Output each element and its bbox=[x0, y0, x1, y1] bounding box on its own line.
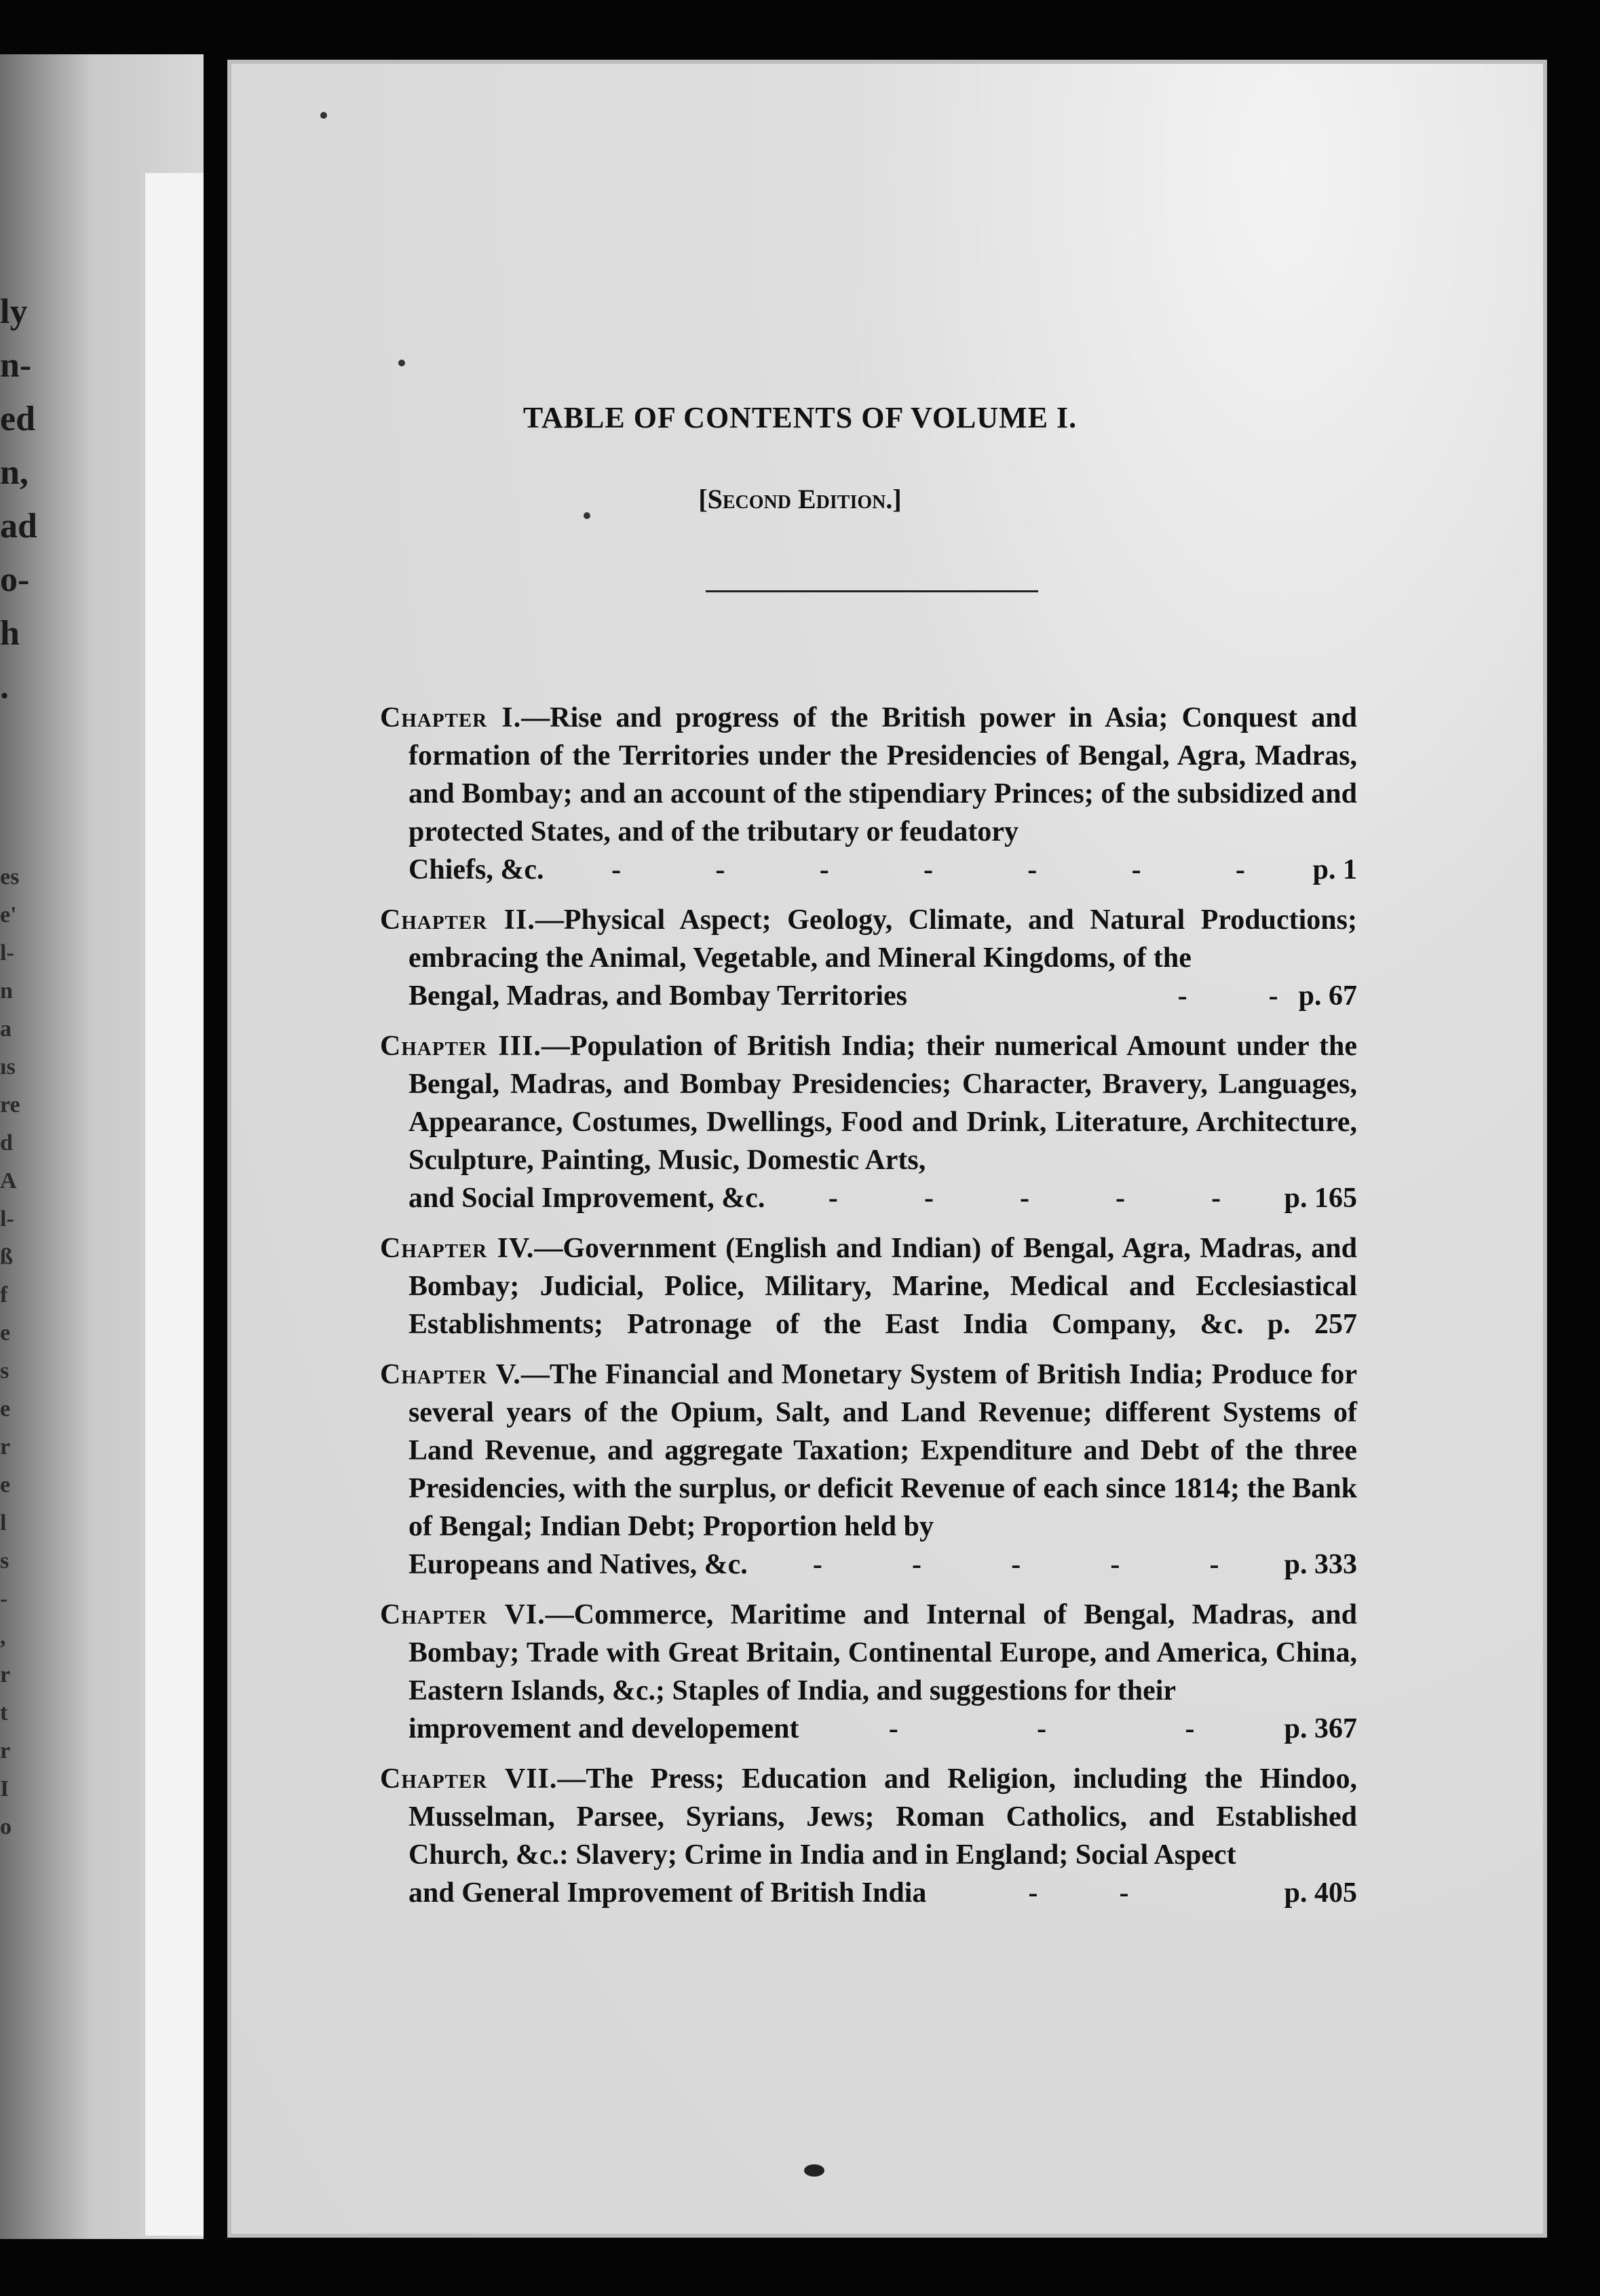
chapter-description: —The Financial and Monetary System of British India; Produce for several years of the Opium, Salt, and Land Revenue; different Systems of Land Revenue, and aggregate Taxation; Expenditure and Debt of the three Presidencies, with the surplus, or deficit Revenue of each since 1814; the Bank of Bengal; Indian Debt; Proportion held by bbox=[408, 1359, 1357, 1542]
page-title: TABLE OF CONTENTS OF VOLUME I. bbox=[522, 401, 1078, 434]
facing-page-fragment: n, bbox=[0, 453, 28, 492]
leader-dots: - - - - - - - bbox=[611, 854, 1245, 885]
page-number: p. 165 bbox=[1284, 1183, 1357, 1214]
facing-page-fragment: h bbox=[0, 614, 20, 653]
chapter-description: —The Press; Education and Religion, including the Hindoo, Musselman, Parsee, Syrians, Jews; Roman Catholics, and Established Church, &c.: Slavery; Crime in India and in England; Social Aspect bbox=[408, 1763, 1357, 1871]
facing-page-fragment: re bbox=[0, 1092, 20, 1117]
toc-entry bbox=[380, 1229, 1357, 1343]
facing-page-fragment: n- bbox=[0, 346, 32, 385]
facing-page-fragment: , bbox=[0, 1624, 6, 1649]
chapter-description-end: improvement and developement bbox=[408, 1713, 799, 1744]
edition-note: [Second Edition.] bbox=[698, 484, 902, 514]
chapter-label: Chapter VII. bbox=[380, 1763, 558, 1795]
facing-page-fragment: f bbox=[0, 1282, 8, 1307]
facing-page-fragment: o- bbox=[0, 560, 30, 599]
facing-page-fragment: ıs bbox=[0, 1054, 16, 1079]
facing-page-fragment: ly bbox=[0, 292, 28, 331]
page-number: p. 67 bbox=[1298, 980, 1357, 1012]
page-number: p. 333 bbox=[1284, 1549, 1357, 1580]
leader-dots: - - - - - bbox=[812, 1549, 1219, 1580]
speck bbox=[320, 112, 327, 119]
facing-page-fragment: I bbox=[0, 1776, 9, 1801]
toc-entry-body bbox=[380, 1596, 1357, 1710]
chapter-description: —Government (English and Indian) of Bengal, Agra, Madras, and Bombay; Judicial, Police, Military, Marine, Medical and Ecclesiastical Establishments; Patronage of the East India Company, &c. p. 257 bbox=[408, 1233, 1357, 1340]
facing-page-fragment: t bbox=[0, 1700, 8, 1725]
toc-entry bbox=[380, 1760, 1357, 1912]
table-of-contents bbox=[380, 699, 1357, 1924]
chapter-label: Chapter II. bbox=[380, 904, 535, 936]
facing-page-fragment: l- bbox=[0, 1206, 14, 1231]
facing-page-edge bbox=[145, 173, 204, 2236]
facing-page-fragment: e bbox=[0, 1320, 11, 1345]
facing-page-fragment: l bbox=[0, 1510, 7, 1535]
leader-dots: - - - - - bbox=[828, 1183, 1221, 1214]
facing-page-fragment: ed bbox=[0, 400, 35, 438]
toc-entry-tail bbox=[380, 1874, 1357, 1912]
facing-page-fragment: e bbox=[0, 1472, 11, 1497]
toc-entry bbox=[380, 901, 1357, 1015]
toc-entry-body bbox=[380, 901, 1357, 977]
toc-entry-body bbox=[380, 1356, 1357, 1546]
facing-page-text-small bbox=[0, 858, 27, 1846]
facing-page-fragment: ad bbox=[0, 507, 37, 546]
chapter-label: Chapter IV. bbox=[380, 1233, 535, 1264]
toc-entry-body bbox=[380, 1229, 1357, 1343]
facing-page-fragment: ß bbox=[0, 1244, 13, 1269]
chapter-description-end: Bengal, Madras, and Bombay Territories bbox=[408, 980, 908, 1012]
facing-page-fragment: - bbox=[0, 1586, 8, 1611]
facing-page-fragment: r bbox=[0, 1434, 11, 1459]
facing-page-fragment: d bbox=[0, 1130, 13, 1155]
chapter-description-end: Europeans and Natives, &c. bbox=[408, 1549, 748, 1580]
facing-page-fragment: r bbox=[0, 1662, 11, 1687]
toc-entry bbox=[380, 699, 1357, 889]
facing-page-fragment: . bbox=[0, 668, 9, 706]
toc-entry-body bbox=[380, 699, 1357, 851]
chapter-description: —Commerce, Maritime and Internal of Bengal, Madras, and Bombay; Trade with Great Britain, Continental Europe, and America, China, Eastern Islands, &c.; Staples of India, and suggestions for their bbox=[408, 1599, 1358, 1706]
page-number: p. 405 bbox=[1284, 1877, 1357, 1909]
facing-page-fragment: o bbox=[0, 1814, 12, 1839]
chapter-description-end: Chiefs, &c. bbox=[408, 854, 544, 885]
toc-entry bbox=[380, 1596, 1357, 1748]
toc-entry-tail bbox=[380, 1546, 1357, 1584]
page-number: p. 1 bbox=[1312, 854, 1357, 885]
facing-page-fragment: s bbox=[0, 1548, 9, 1573]
facing-page-fragment: r bbox=[0, 1738, 11, 1763]
toc-entry-body bbox=[380, 1027, 1357, 1179]
chapter-description: —Physical Aspect; Geology, Climate, and Natural Productions; embracing the Animal, Vegetable, and Mineral Kingdoms, of the bbox=[408, 904, 1357, 974]
chapter-description-end: and Social Improvement, &c. bbox=[408, 1183, 765, 1214]
facing-page-fragment: e bbox=[0, 1396, 11, 1421]
leader-dots: - - bbox=[1028, 1877, 1129, 1909]
leader-dots: - - bbox=[1177, 980, 1278, 1012]
chapter-label: Chapter V. bbox=[380, 1359, 521, 1390]
facing-page-fragment: n bbox=[0, 978, 13, 1003]
chapter-description-end: and General Improvement of British India bbox=[408, 1877, 927, 1909]
toc-entry-tail bbox=[380, 1710, 1357, 1748]
toc-entry bbox=[380, 1027, 1357, 1217]
facing-page-fragment: A bbox=[0, 1168, 17, 1193]
chapter-description: —Population of British India; their numerical Amount under the Bengal, Madras, and Bombay Presidencies; Character, Bravery, Languages, Appearance, Costumes, Dwellings, Food and Drink, Literature, Architecture, Sculpture, Painting, Music, Domestic Arts, bbox=[408, 1031, 1357, 1176]
facing-page-fragment: s bbox=[0, 1358, 9, 1383]
chapter-label: Chapter I. bbox=[380, 702, 522, 733]
toc-entry-tail bbox=[380, 977, 1357, 1015]
facing-page-fragment: a bbox=[0, 1016, 12, 1041]
page-number: p. 367 bbox=[1284, 1713, 1357, 1744]
facing-page-fragment: e' bbox=[0, 902, 17, 927]
ink-smudge bbox=[804, 2164, 824, 2177]
toc-entry-body bbox=[380, 1760, 1357, 1874]
toc-entry-tail bbox=[380, 1179, 1357, 1217]
chapter-label: Chapter VI. bbox=[380, 1599, 546, 1630]
chapter-description: —Rise and progress of the British power in Asia; Conquest and formation of the Territories under the Presidencies of Bengal, Agra, Madras, and Bombay; and an account of the stipendiary Princes; of the subsidized and protected States, and of the tributary or feudatory bbox=[408, 702, 1357, 847]
facing-page-fragment: l- bbox=[0, 940, 14, 965]
title-rule bbox=[706, 590, 1038, 592]
facing-page-fragment: es bbox=[0, 864, 20, 889]
toc-entry-tail bbox=[380, 851, 1357, 889]
toc-entry bbox=[380, 1356, 1357, 1584]
leader-dots: - - - bbox=[888, 1713, 1195, 1744]
chapter-label: Chapter III. bbox=[380, 1031, 541, 1062]
speck bbox=[398, 360, 405, 366]
